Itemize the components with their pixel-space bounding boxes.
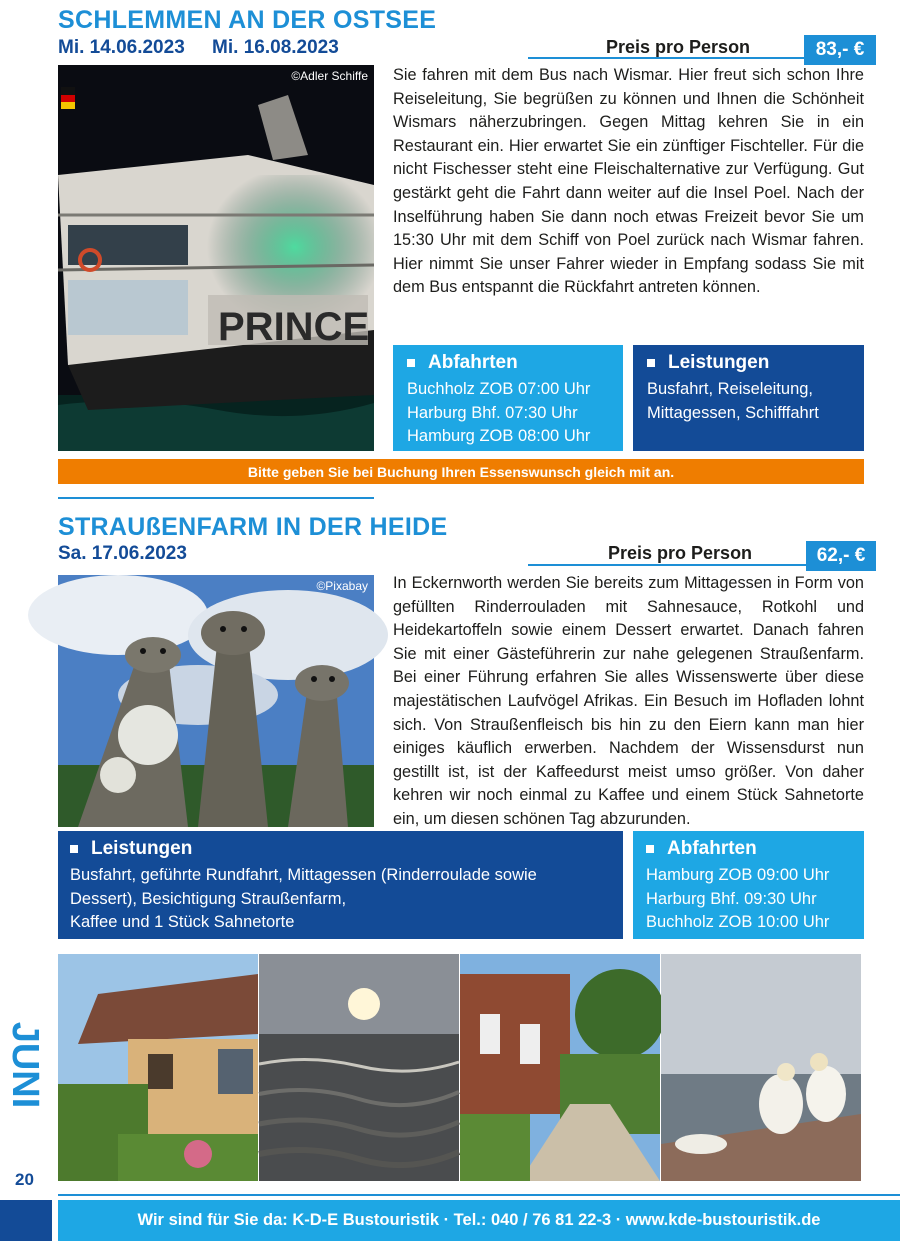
- trip1-service-line: Busfahrt, Reiseleitung,: [647, 380, 814, 398]
- strip-photo-village-path: [460, 954, 660, 1181]
- trip1-departures-box: [393, 345, 623, 451]
- footer-contact-bar: Wir sind für Sie da: K-D-E Bustouristik · Tel.: 040 / 76 81 22-3 · www.kde-bustouristik.de: [58, 1200, 900, 1241]
- trip2-price-rule: [528, 564, 806, 566]
- trip2-dates: [58, 543, 209, 565]
- trip2-title: STRAUßENFARM IN DER HEIDE: [58, 513, 448, 541]
- trip1-departure-line: Buchholz ZOB 07:00 Uhr: [407, 380, 591, 398]
- trip2-service-line: Kaffee und 1 Stück Sahnetorte: [70, 913, 295, 931]
- trip2-departure-line: Buchholz ZOB 10:00 Uhr: [646, 913, 830, 931]
- ship-illustration: [58, 65, 374, 451]
- trip1-price-badge: 83,- €: [804, 35, 876, 65]
- trip1-ship-photo: [58, 65, 374, 451]
- trip2-price-badge: 62,- €: [806, 541, 876, 571]
- trip2-service-line: Dessert), Besichtigung Straußenfarm,: [70, 889, 347, 908]
- bullet-icon: [407, 359, 415, 367]
- month-side-label: [4, 1010, 46, 1120]
- trip1-service-line: Mittagessen, Schifffahrt: [647, 403, 819, 422]
- trip2-price-label: Preis pro Person: [608, 543, 753, 563]
- trip2-ostrich-photo: [58, 575, 374, 827]
- bullet-icon: [647, 359, 655, 367]
- svg-text:JUNI: JUNI: [4, 1021, 46, 1109]
- trip1-dates: [58, 37, 361, 59]
- trip2-departures-box: [633, 831, 864, 939]
- strip-photo-sunset-sea: [259, 954, 459, 1181]
- bullet-icon: [70, 845, 78, 853]
- trip2-services-box: [58, 831, 623, 939]
- section-divider: [58, 497, 374, 499]
- trip2-date-1: Sa. 17.06.2023: [58, 543, 187, 564]
- trip1-services-box: [633, 345, 864, 451]
- ship-lettering: PRINCE: [218, 305, 370, 349]
- trip2-services-heading: Leistungen: [70, 838, 609, 860]
- trip1-date-2: Mi. 16.08.2023: [212, 37, 339, 58]
- ostrich-illustration: [58, 575, 374, 827]
- page-number: 20: [15, 1170, 34, 1189]
- trip2-service-line: Busfahrt, geführte Rundfahrt, Mittagessen (Rinderroulade sowie: [70, 866, 537, 884]
- trip1-services-heading: Leistungen: [647, 352, 850, 374]
- footer-accent-square: [0, 1200, 52, 1241]
- trip1-departure-line: Harburg Bhf. 07:30 Uhr: [407, 403, 578, 422]
- trip1-price-label: Preis pro Person: [606, 37, 751, 57]
- trip2-departure-line: Hamburg ZOB 09:00 Uhr: [646, 866, 830, 884]
- trip1-notice-banner: Bitte geben Sie bei Buchung Ihren Essenswunsch gleich mit an.: [58, 459, 864, 484]
- strip-photo-gannets: [661, 954, 861, 1181]
- trip1-departures-heading: Abfahrten: [407, 352, 609, 374]
- trip1-departure-line: Hamburg ZOB 08:00 Uhr: [407, 427, 591, 445]
- trip2-departure-line: Harburg Bhf. 09:30 Uhr: [646, 889, 817, 908]
- trip1-title: SCHLEMMEN AN DER OSTSEE: [58, 6, 437, 34]
- trip2-description: In Eckernworth werden Sie bereits zum Mittagessen in Form von gefüllten Rinderrouladen mit Sahnesauce, Rotkohl und Heidekartoffeln sowie einem Dessert erwartet. Danach fahren Sie mit einer Gästeführerin zur nahe gelegenen Straußenfarm. Bei einer Führung erfahren Sie alles Wissenswerte über diese majestätischen Laufvögel Afrikas. Ein Besuch im Hofladen lohnt sich. Von Straußenfleisch bis hin zu den Eiern kann man hier einiges käuflich erwerben. Nachdem der Wissensdurst nun gestillt ist, ist der Kaffeedurst meist umso größer. Von daher kehren wir noch einmal zu Kaffee und einem Stück Sahnetorte ein, um diesen schönen Tag abzurunden.: [393, 574, 864, 828]
- trip1-date-1: Mi. 14.06.2023: [58, 37, 185, 58]
- bullet-icon: [646, 845, 654, 853]
- trip1-description: Sie fahren mit dem Bus nach Wismar. Hier freut sich schon Ihre Reiseleitung, Sie begrüßen zu können und Ihnen die Schönheit Wismars näherzubringen. Gegen Mittag kehren Sie in ein Restaurant ein. Hier erwartet Sie ein zünftiger Fischteller. Für die nicht Fischesser steht eine Fleischalternative zur Verfügung. Gut gestärkt geht die Fahrt dann weiter auf die Insel Poel. Nach der Inselführung haben Sie dann noch etwas Freizeit bevor Sie um 15:30 Uhr mit dem Schiff von Poel zurück nach Wismar fahren. Hier nimmt Sie unser Fahrer wieder in Empfang sodass Sie mit dem Bus entspannt die Rückfahrt antreten können.: [393, 66, 864, 297]
- strip-photo-house: [58, 954, 258, 1181]
- footer-rule: [58, 1194, 900, 1196]
- trip2-departures-heading: Abfahrten: [646, 838, 850, 860]
- trip1-photo-credit: ©Adler Schiffe: [291, 69, 368, 83]
- trip2-photo-credit: ©Pixabay: [316, 579, 368, 593]
